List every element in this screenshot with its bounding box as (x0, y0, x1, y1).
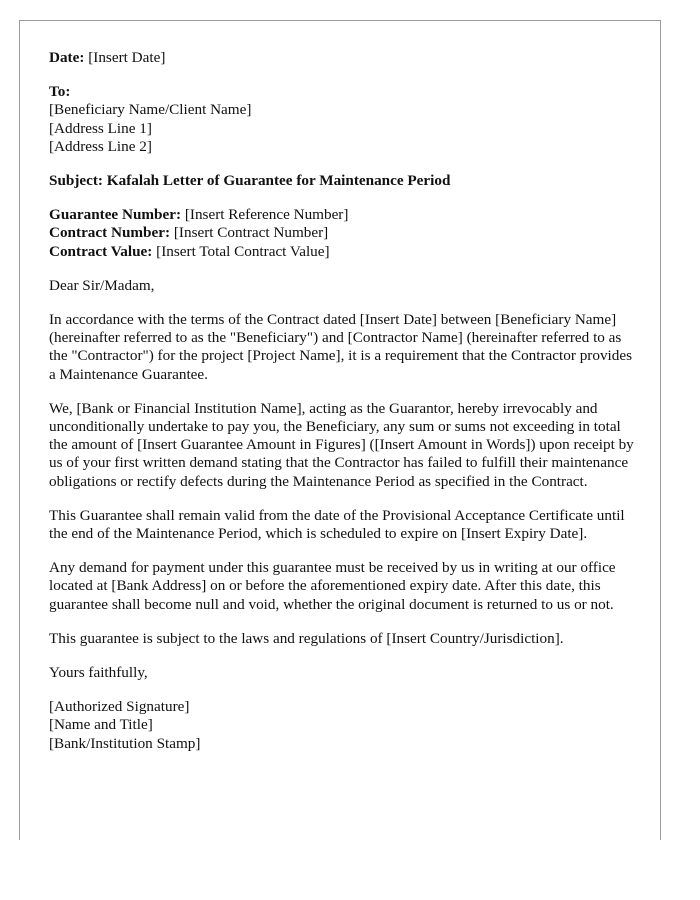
letter-page (19, 20, 661, 840)
paragraph-contract-terms: In accordance with the terms of the Contract dated [Insert Date] between [Beneficiary Name] (hereinafter referred to as the "Beneficiary") and [Contractor Name] (hereinafter referred to as the "Contractor") for the project [Project Name], it is a requirement that the Contractor provides a Maintenance Guarantee. (49, 311, 632, 383)
recipient-line: [Beneficiary Name/Client Name] (49, 101, 252, 119)
contract-value-line (49, 243, 639, 261)
date-label: Date: (49, 49, 85, 66)
contract-number-line (49, 224, 639, 242)
guarantee-number-label: Guarantee Number: (49, 206, 182, 224)
paragraph-demand-terms: Any demand for payment under this guarantee must be received by us in writing at our office located at [Bank Address] on or before the aforementioned expiry date. After this date, this guarantee shall become null and void, whether the original document is returned to us or not. (49, 559, 616, 613)
subject-line: Subject: Kafalah Letter of Guarantee for Maintenance Period (49, 172, 451, 190)
signature-line: [Authorized Signature] (49, 698, 190, 716)
paragraph-guarantor-undertaking: We, [Bank or Financial Institution Name], acting as the Guarantor, hereby irrevocably and unconditionally undertake to pay you, the Beneficiary, any sum or sums not exceeding in total the amount of [Insert Guarantee Amount in Figures] ([Insert Amount in Words]) upon receipt by us of your first written demand stating that the Contractor has failed to fulfill their maintenance obligations or rectify defects during the Maintenance Period as specified in the Contract. (49, 399, 634, 490)
date-line (49, 49, 639, 67)
letter-body (49, 49, 639, 753)
to-label: To: (49, 83, 71, 101)
signature-block (49, 698, 639, 753)
contract-number-label: Contract Number: (49, 224, 171, 242)
salutation: Dear Sir/Madam, (49, 276, 155, 294)
recipient-line: [Address Line 2] (49, 137, 152, 155)
contract-value-value: [Insert Total Contract Value] (156, 242, 330, 260)
stamp-line: [Bank/Institution Stamp] (49, 734, 201, 752)
paragraph-jurisdiction: This guarantee is subject to the laws and regulations of [Insert Country/Jurisdiction]. (49, 629, 564, 647)
guarantee-number-value: [Insert Reference Number] (184, 206, 349, 224)
closing: Yours faithfully, (49, 664, 148, 682)
paragraph-validity: This Guarantee shall remain valid from the date of the Provisional Acceptance Certificate until the end of the Maintenance Period, which is scheduled to expire on [Insert Expiry Date]. (49, 506, 625, 543)
name-title-line: [Name and Title] (49, 716, 153, 734)
reference-block (49, 206, 639, 261)
contract-value-label: Contract Value: (49, 242, 153, 260)
recipient-block (49, 83, 639, 156)
recipient-line: [Address Line 1] (49, 119, 152, 137)
date-value: [Insert Date] (88, 49, 166, 66)
guarantee-number-line (49, 206, 639, 224)
contract-number-value: [Insert Contract Number] (173, 224, 329, 242)
